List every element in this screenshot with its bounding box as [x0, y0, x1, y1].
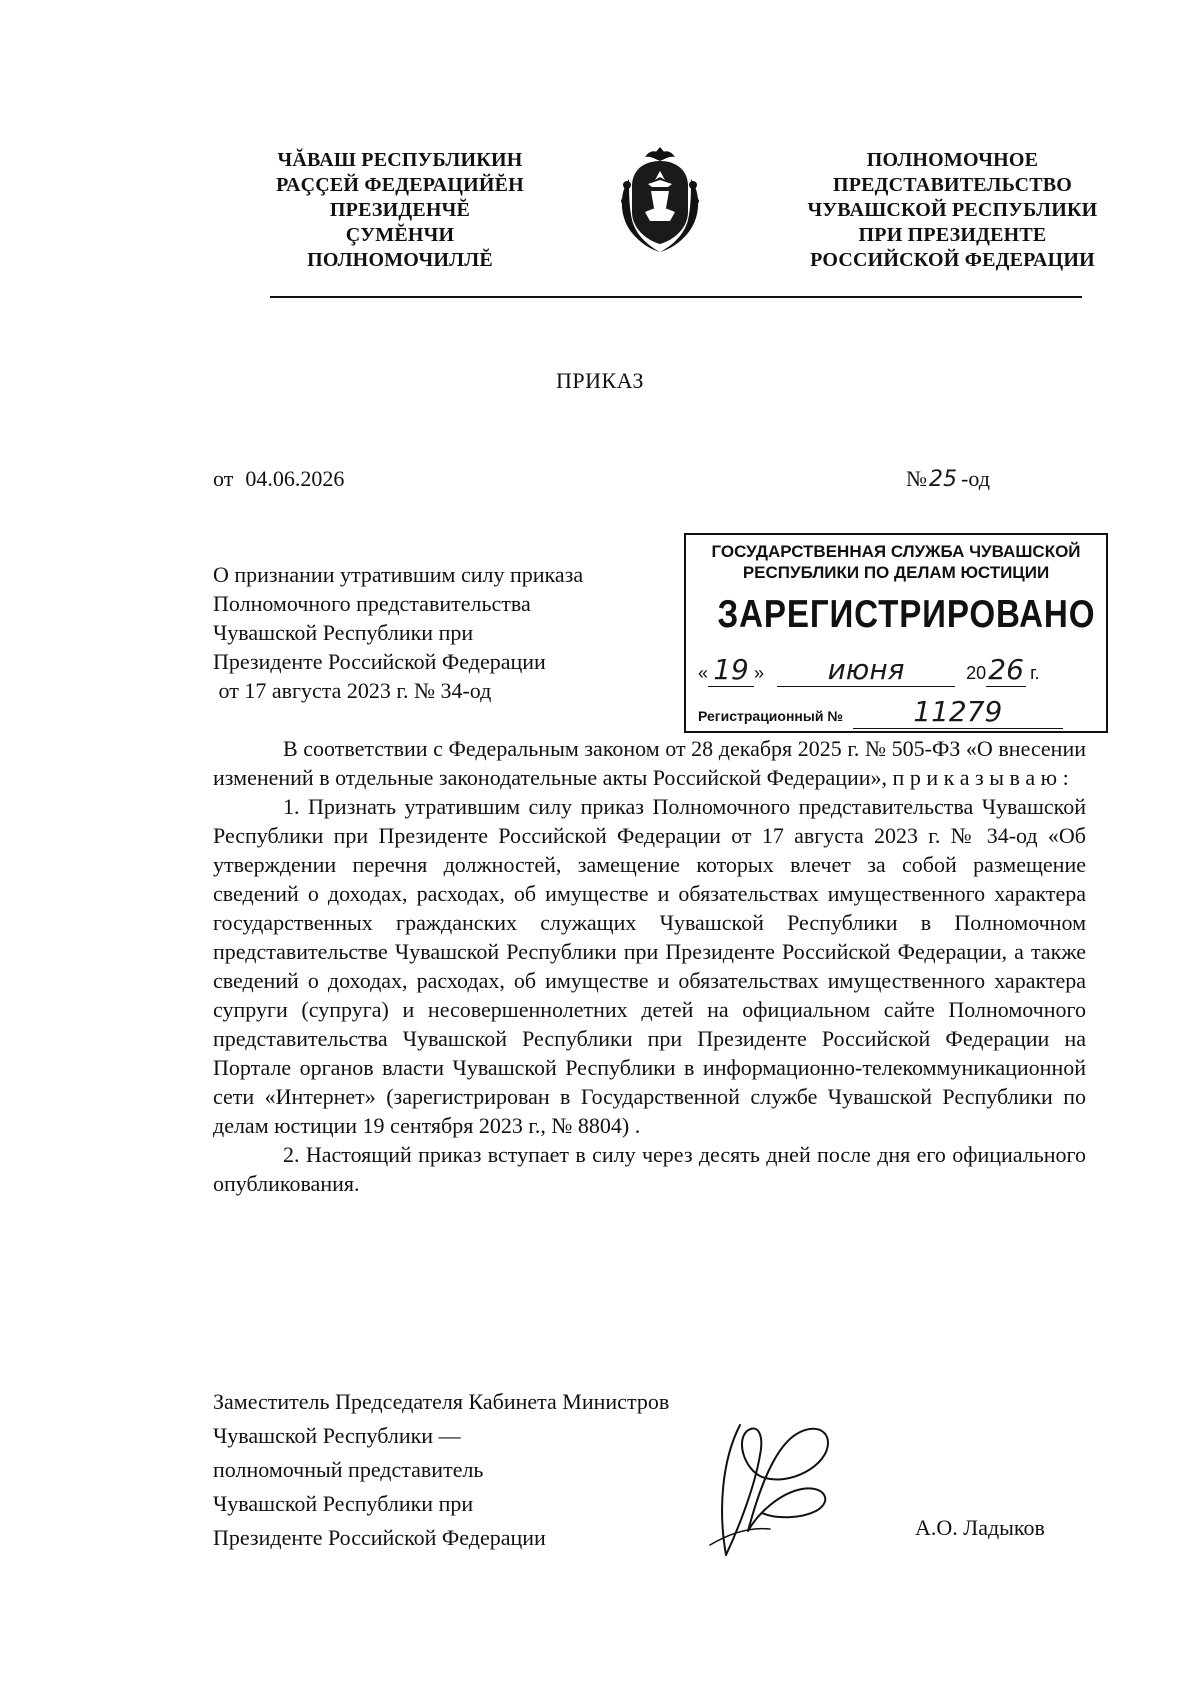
signer-position-line: Чувашской Республики при [213, 1491, 474, 1516]
stamp-year-suffix: 26 [986, 653, 1026, 687]
document-date [213, 466, 344, 492]
date-prefix: от [213, 466, 234, 491]
body-paragraph: 2. Настоящий приказ вступает в силу через десять дней после дня его официального опубликования. [213, 1142, 1086, 1196]
number-prefix: № [906, 466, 927, 491]
date-value: 04.06.2026 [245, 466, 345, 491]
header-right-line: ЧУВАШСКОЙ РЕСПУБЛИКИ [807, 199, 1098, 221]
header-left-line: ЧĂВАШ РЕСПУБЛИКИН [277, 149, 523, 171]
header-left-line: ПРЕЗИДЕНЧĔ [329, 199, 471, 221]
header-left-block [255, 148, 545, 273]
number-suffix: -од [961, 466, 990, 491]
body-paragraph: В соответствии с Федеральным законом от 28 декабря 2025 г. № 505-ФЗ «О внесении изменений в отдельные законодательные акты Российской Федерации», п р и к а з ы в а ю : [213, 736, 1086, 790]
stamp-month: июня [777, 653, 955, 687]
stamp-quote-open: « [698, 663, 709, 683]
body-paragraph: 1. Признать утратившим силу приказ Полномочного представительства Чувашской Республики при Президенте Российской Федерации от 17 августа 2023 г. № 34-од «Об утверждении перечня должностей, замещение которых влечет за собой размещение сведений о доходах, расходах, об имуществе и обязательствах имущественного характера государственных гражданских служащих Чувашской Республики в Полномочном представительстве Чувашской Республики при Президенте Российской Федерации, а также сведений о доходах, расходах, об имуществе и обязательствах имущественного характера супруги (супруга) и несовершеннолетних детей на официальном сайте Полномочного представительства Чувашской Республики при Президенте Российской Федерации на Портале органов власти Чувашской Республики в информационно-телекоммуникационной сети «Интернет» (зарегистрирован в Государственной службе Чувашской Республики по делам юстиции 19 сентября 2023 г., № 8804) . [213, 794, 1086, 1138]
signer-position-line: Чувашской Республики — [213, 1423, 461, 1448]
document-subject [213, 560, 583, 705]
document-body [213, 734, 1086, 1198]
header-divider [270, 296, 1082, 298]
signer-position-line: Заместитель Председателя Кабинета Министров [213, 1389, 670, 1414]
number-value: 25 [929, 467, 957, 492]
header-left-line: РАÇÇЕЙ ФЕДЕРАЦИЙĔН [276, 174, 524, 196]
header-right-block [785, 148, 1120, 273]
subject-line: Президенте Российской Федерации [213, 649, 546, 674]
subject-line: Чувашской Республики при [213, 620, 474, 645]
stamp-year-prefix: 20 [966, 663, 987, 683]
registration-stamp [684, 533, 1108, 733]
stamp-day: 19 [708, 653, 754, 687]
signer-name: А.О. Ладыков [915, 1515, 1045, 1540]
stamp-authority-line: РЕСПУБЛИКИ ПО ДЕЛАМ ЮСТИЦИИ [742, 563, 1050, 582]
header-right-line: ПРИ ПРЕЗИДЕНТЕ [858, 224, 1047, 246]
stamp-registration [698, 695, 1098, 729]
header-left-line: ПОЛНОМОЧИЛЛĔ [307, 249, 493, 271]
stamp-reg-label: Регистрационный № [698, 708, 843, 724]
stamp-reg-number: 11279 [853, 695, 1063, 729]
header-left-line: ÇУМĔНЧИ [345, 224, 455, 246]
subject-line: О признании утратившим силу приказа [213, 562, 584, 587]
header-right-line: ПРЕДСТАВИТЕЛЬСТВО [832, 174, 1073, 196]
handwritten-signature-icon [700, 1415, 865, 1565]
stamp-status: ЗАРЕГИСТРИРОВАНО [717, 593, 1096, 636]
stamp-date [698, 653, 1098, 687]
stamp-authority [686, 541, 1106, 583]
subject-line: Полномочного представительства [213, 591, 531, 616]
signer-block [213, 1385, 669, 1555]
stamp-quote-close: » [754, 663, 765, 683]
chuvash-emblem-icon [600, 145, 720, 255]
header-right-line: ПОЛНОМОЧНОЕ [866, 149, 1039, 171]
subject-line: от 17 августа 2023 г. № 34-од [213, 678, 492, 703]
stamp-year-unit: г. [1030, 663, 1040, 683]
signer-position-line: полномочный представитель [213, 1457, 484, 1482]
document-number [906, 466, 990, 492]
header-right-line: РОССИЙСКОЙ ФЕДЕРАЦИИ [810, 249, 1095, 271]
document-title: ПРИКАЗ [555, 368, 645, 393]
stamp-authority-line: ГОСУДАРСТВЕННАЯ СЛУЖБА ЧУВАШСКОЙ [711, 542, 1081, 561]
signer-position-line: Президенте Российской Федерации [213, 1525, 546, 1550]
